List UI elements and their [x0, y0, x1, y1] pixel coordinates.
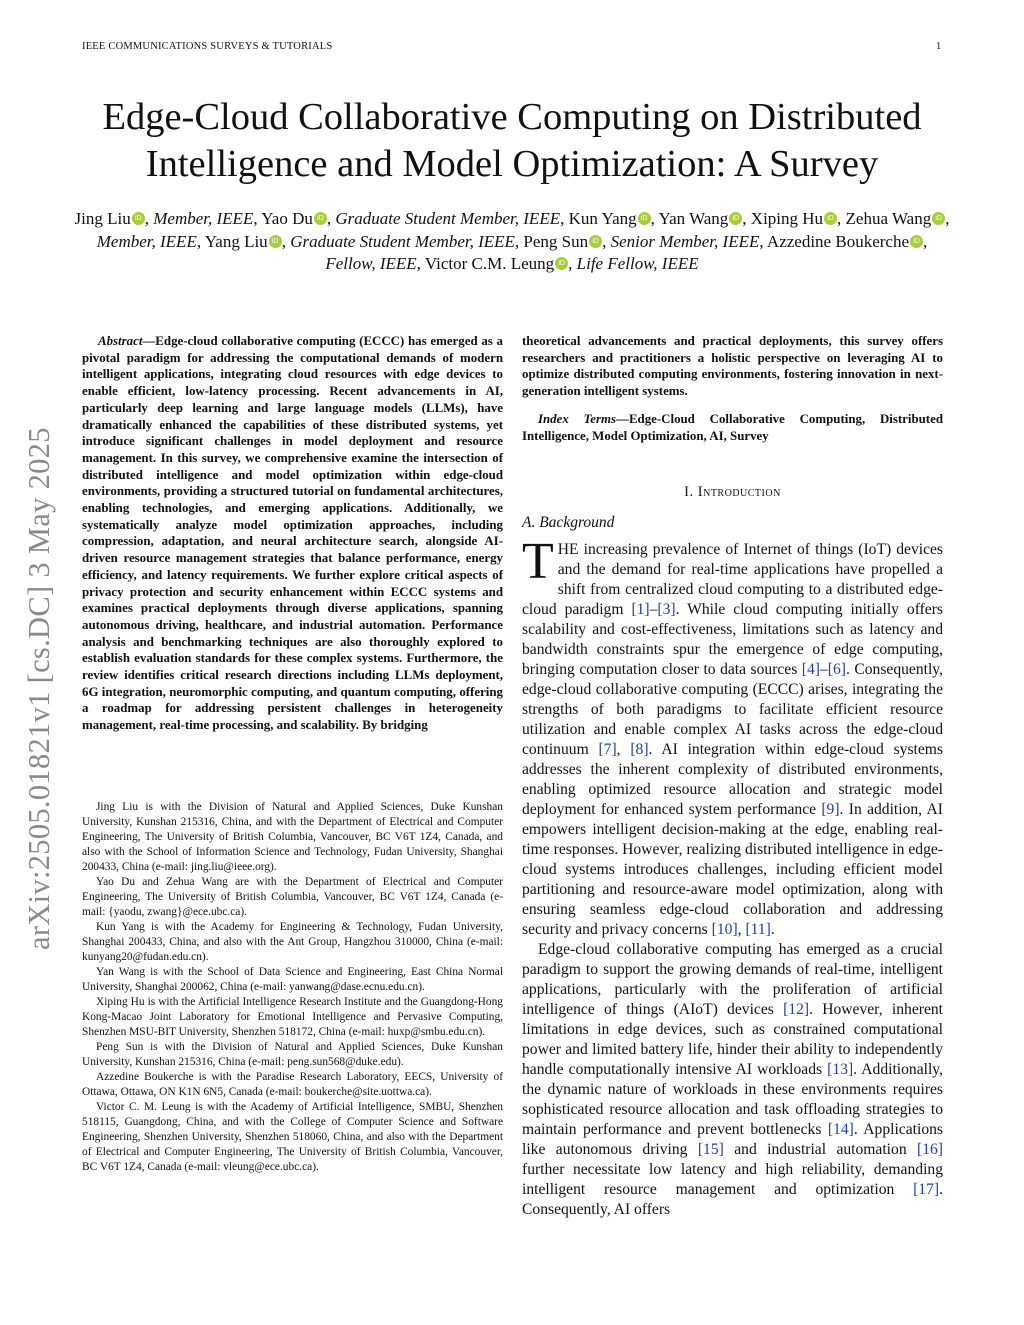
citation-link[interactable]: [13] [827, 1061, 854, 1079]
author-name: Yang Liu [204, 231, 268, 251]
orcid-icon[interactable]: iD [132, 212, 145, 225]
right-column [522, 333, 943, 1220]
section-title: Introduction [697, 484, 781, 501]
paragraph: Edge-cloud collaborative computing has emerged as a crucial paradigm to support the growing demands of real-time, intelligent applications, particularly with the proliferation of artificial intelligence of things (AIoT) devices [12]. However, inherent limitations in edge devices, such as constrained computational power and limited battery life, hinder their ability to independently handle computationally intensive AI workloads [13]. Additionally, the dynamic nature of workloads in these environments requires sophisticated resource allocation and task offloading strategies to maintain performance and prevent bottlenecks [14]. Applications like autonomous driving [15] and industrial automation [16] further necessitate low latency and high reliability, demanding intelligent resource management and optimization [17]. Consequently, AI offers [522, 941, 943, 1219]
citation-link[interactable]: [8] [630, 741, 649, 759]
orcid-icon[interactable]: iD [269, 235, 282, 248]
abstract-text: —Edge-cloud collaborative computing (ECCC) has emerged as a pivotal paradigm for addressing the computational demands of modern intelligent applications, integrating cloud resources with edge devices to enable efficient, low-latency processing. Recent advancements in AI, particularly deep learning and large language models (LLMs), have dramatically enhanced the capabilities of these distributed systems, yet introduce significant challenges in model deployment and resource management. In this survey, we comprehensive examine the intersection of distributed intelligence and model optimization within edge-cloud environments, providing a structured tutorial on fundamental architectures, enabling technologies, and emerging applications. Additionally, we systematically analyze model optimization approaches, including compression, adaptation, and neural architecture search, alongside AI-driven resource management strategies that balance performance, energy efficiency, and latency requirements. We further explore critical aspects of privacy protection and security enhancement within ECCC systems and examines practical deployments through diverse applications, spanning autonomous driving, healthcare, and industrial automation. Performance analysis and benchmarking techniques are also thoroughly explored to establish evaluation standards for these complex systems. Furthermore, the review identifies critical research directions including LLMs deployment, 6G integration, neuromorphic computing, and quantum computing, offering a roadmap for addressing persistent challenges in heterogeneity management, real-time processing, and scalability. By bridging [82, 334, 503, 733]
citation-link[interactable]: [16] [917, 1141, 943, 1159]
citation-link[interactable]: [4] [801, 661, 820, 679]
orcid-icon[interactable]: iD [314, 212, 327, 225]
orcid-icon[interactable]: iD [910, 235, 923, 248]
author-affiliation: Member, IEEE [96, 231, 197, 251]
author-affiliation: Fellow, IEEE [325, 254, 417, 273]
citation-link[interactable]: [15] [697, 1141, 724, 1159]
index-terms-text: —Edge-Cloud Collaborative Computing, Distributed Intelligence, Model Optimization, AI, Survey [522, 411, 943, 443]
orcid-icon[interactable]: iD [555, 257, 568, 270]
citation-link[interactable]: [9] [821, 801, 840, 819]
abstract-label: Abstract [98, 334, 143, 348]
citation-link[interactable]: [12] [783, 1001, 810, 1019]
author-name: Zehua Wang [845, 209, 932, 228]
arxiv-stamp: arXiv:2505.01821v1 [cs.DC] 3 May 2025 [22, 427, 56, 950]
citation-link[interactable]: [10] [711, 921, 738, 939]
paragraph: THE increasing prevalence of Internet of things (IoT) devices and the demand for real-time applications have propelled a shift from centralized cloud computing to a distributed edge-cloud paradigm [1]–[3]. While cloud computing initially offers scalability and cost-effectiveness, limitations such as latency and bandwidth constraints spur the emergence of edge computing, bringing computation closer to data sources [4]–[6]. Consequently, edge-cloud collaborative computing (ECCC) arises, integrating the strengths of both paradigms to facilitate efficient resource utilization and enable complex AI tasks across the edge-cloud continuum [7], [8]. AI integration within edge-cloud systems addresses the inherent complexity of distributed environments, enabling optimized resource allocation and strategic model deployment for enhanced system performance [9]. In addition, AI empowers intelligent decision-making at the edge, enabling real-time responses. However, realizing distributed intelligence in edge-cloud systems introduces challenges, including efficient model partitioning and resource-aware model optimization, along with ensuring seamless edge-cloud collaboration and addressing security and privacy concerns [10], [11]. [522, 533, 943, 939]
paper-title: Edge-Cloud Collaborative Computing on Distributed Intelligence and Model Optimization: A Survey [102, 96, 922, 185]
citation-link[interactable]: [6] [827, 661, 846, 679]
author-affiliation: Graduate Student Member, IEEE [290, 231, 515, 251]
author-list: Jing Liu iD , Member, IEEE, Yao Du iD , Graduate Student Member, IEEE, Kun Yang iD , Yan Wang iD , Xiping Hu iD , Zehua Wang iD , Member, IEEE, Yang Liu iD , Graduate Student Member, IEEE, Peng Sun iD , Senior Member, IEEE, Azzedine Boukerche iD , Fellow, IEEE, Victor C.M. Leung iD , Life Fellow, IEEE [74, 209, 950, 273]
footnote: Yao Du and Zehua Wang are with the Department of Electrical and Computer Engineering, The University of British Columbia, Vancouver, BC V6T 1Z4, Canada (e-mail: {yaodu, zwang}@ece.ubc.ca). [82, 876, 503, 918]
author-affiliation: Senior Member, IEEE [610, 231, 760, 251]
author-name: Peng Sun [523, 231, 589, 251]
index-terms [522, 411, 943, 444]
citation-link[interactable]: [11] [745, 921, 771, 939]
orcid-icon[interactable]: iD [729, 212, 742, 225]
abstract-continuation: theoretical advancements and practical deployments, this survey offers researchers and practitioners a holistic perspective on leveraging AI to optimize distributed computing environments, fostering innovation in next-generation intelligent systems. [522, 334, 943, 399]
author-name: Kun Yang [568, 209, 637, 228]
author-name: Xiping Hu [750, 209, 824, 228]
author-affiliation: Graduate Student Member, IEEE [335, 209, 561, 228]
author-name: Victor C.M. Leung [424, 254, 555, 273]
citation-link[interactable]: [14] [827, 1121, 854, 1139]
citation-link[interactable]: [3] [657, 601, 676, 619]
author-name: Yao Du [261, 209, 313, 228]
author-affiliation: Member, IEEE [153, 209, 254, 228]
subsection-label: A. [522, 514, 536, 532]
section-heading [522, 484, 943, 501]
orcid-icon[interactable]: iD [589, 235, 602, 248]
footnote: Yan Wang is with the School of Data Science and Engineering, East China Normal University, Shanghai 200062, China (e-mail: yanwang@dase.ecnu.edu.cn). [82, 966, 503, 993]
footnote: Victor C. M. Leung is with the Academy of Artificial Intelligence, SMBU, Shenzhen 518115, Guangdong, China, and with the College of Computer Science and Software Engineering, Shenzhen University, Shenzhen 518060, China, and also with the Department of Electrical and Computer Engineering, The University of British Columbia, Vancouver, BC V6T 1Z4, Canada (e-mail: vleung@ece.ubc.ca). [82, 1101, 503, 1173]
section-number: I. [684, 484, 694, 501]
page-number: 1 [936, 41, 942, 52]
orcid-icon[interactable]: iD [932, 212, 945, 225]
orcid-icon[interactable]: iD [638, 212, 651, 225]
author-name: Azzedine Boukerche [766, 231, 909, 251]
citation-link[interactable]: [17] [913, 1181, 940, 1199]
author-footnotes [82, 800, 503, 1175]
subsection-heading [522, 514, 943, 532]
citation-link[interactable]: [7] [598, 741, 617, 759]
citation-link[interactable]: [1] [631, 601, 650, 619]
author-affiliation: Life Fellow, IEEE [576, 254, 699, 273]
index-terms-label: Index Terms [538, 411, 617, 426]
author-name: Yan Wang [658, 209, 729, 228]
footnote: Peng Sun is with the Division of Natural and Applied Sciences, Duke Kunshan University, Kunshan 215316, China (e-mail: peng.sun568@duke.edu). [82, 1041, 503, 1068]
subsection-title: Background [539, 514, 615, 532]
orcid-icon[interactable]: iD [824, 212, 837, 225]
running-header: IEEE COMMUNICATIONS SURVEYS & TUTORIALS [82, 41, 333, 52]
footnote: Xiping Hu is with the Artificial Intelligence Research Institute and the Guangdong-Hong Kong-Macao Joint Laboratory for Emotional Intelligence and Pervasive Computing, Shenzhen MSU-BIT University, Shenzhen 518172, China (e-mail: huxp@smbu.edu.cn). [82, 996, 503, 1038]
footnote: Azzedine Boukerche is with the Paradise Research Laboratory, EECS, University of Ottawa, Ottawa, ON K1N 6N5, Canada (e-mail: boukerche@site.uottwa.ca). [82, 1071, 503, 1098]
abstract [82, 333, 503, 734]
left-column [82, 333, 503, 734]
footnote: Jing Liu is with the Division of Natural and Applied Sciences, Duke Kunshan University, Kunshan 215316, China, and with the Department of Electrical and Computer Engineering, The University of British Columbia, Vancouver, BC V6T 1Z4, Canada, and also with the School of Information Science and Technology, Fudan University, Shanghai 200433, China (e-mail: jing.liu@ieee.org). [82, 801, 503, 873]
drop-cap: T [522, 533, 554, 591]
body-text [522, 533, 943, 1220]
author-name: Jing Liu [74, 209, 131, 228]
footnote: Kun Yang is with the Academy for Engineering & Technology, Fudan University, Shanghai 200433, China, and also with the Ant Group, Hangzhou 310000, China (e-mail: kunyang20@fudan.edu.cn). [82, 921, 503, 963]
